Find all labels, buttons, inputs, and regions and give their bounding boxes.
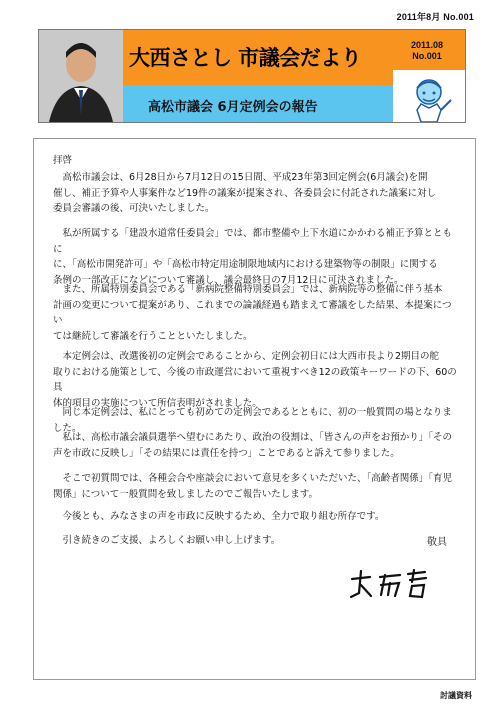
paragraph-7: [53, 471, 461, 502]
top-bar: [0, 0, 500, 24]
issue-label: 2011年8月 No.001: [396, 12, 474, 22]
issue-number: No.001: [412, 51, 442, 61]
paragraph-3: [53, 282, 461, 345]
closing-phrase: 敬具: [427, 537, 447, 548]
text-line: 取りにおける施策として、今後の市政運営において重視すべき12の政策キーワードの下、60の具: [53, 366, 457, 394]
text-line: 同じ本定例会は、私にとっても初めての定例会であるとともに、初の一般質問の場となりました。: [53, 407, 452, 434]
text-line: 本定例会は、改選後初の定例会であることから、定例会初日には大西市長より2期目の舵: [53, 351, 440, 362]
text-line: 引き続きのご支援、よろしくお願い申し上げます。: [53, 535, 281, 546]
text-line: に、「高松市開発許可」や「高松市特定用途制限地域内における建築物等の制限」に関する: [53, 259, 438, 271]
mascot-illustration-icon: [393, 70, 465, 122]
handwritten-signature: [346, 565, 434, 603]
newsletter-title: 大西さとし 市議会だより: [129, 46, 362, 70]
greeting: 拝啓: [53, 155, 73, 166]
paragraph-1: [53, 170, 461, 217]
text-line: 委員会審議の後、可決いたしました。: [53, 203, 215, 215]
paragraph-9: [53, 533, 461, 549]
issue-date-value: 2011.08: [410, 40, 444, 50]
report-subtitle: 高松市議会 6月定例会の報告: [148, 100, 318, 115]
text-line: 計画の変更について提案があり、これまでの論議経過も踏まえて審議をした結果、本提案につい: [53, 299, 452, 327]
paragraph-2: [53, 226, 461, 289]
text-line: また、所属特別委員会である「新病院整備特別委員会」では、新病院等の整備に伴う基本: [53, 284, 443, 295]
subtitle-bar: [123, 85, 393, 122]
newsletter-header: [38, 29, 466, 123]
text-line: 催し、補正予算や人事案件など19件の議案が提案され、各委員会に付託された議案に対し: [53, 187, 437, 199]
text-line: そこで初質問では、各種会合や座談会において意見を多くいただいた、「高齢者関係」「育児: [53, 473, 453, 484]
issue-box: [393, 30, 465, 122]
signature-icon: [346, 565, 434, 599]
text-line: 高松市議会は、6月28日から7月12日の15日間、平成23年第3回定例会(6月議会)を開: [53, 172, 428, 183]
text-line: 今後とも、みなさまの声を市政に反映するため、全力で取り組む所存です。: [53, 511, 385, 522]
paragraph-6: [53, 430, 461, 461]
portrait-photo: [39, 30, 123, 122]
title-area: [123, 30, 393, 122]
portrait-photo-icon: [39, 30, 123, 122]
paragraph-8: [53, 509, 461, 525]
text-line: 体的項目の実施について所信表明がされました。: [53, 398, 262, 410]
text-line: 私が所属する「建設水道常任委員会」では、都市整備や上下水道にかかわる補正予算とともに: [53, 228, 453, 255]
footer-label: 討議資料: [440, 691, 472, 700]
text-line: 条例の一部改正になどについて審議し、議会最終日の7月12日に可決されました。: [53, 275, 404, 287]
text-line: 私は、高松市議会議員選挙へ望むにあたり、政治の役割は、「皆さんの声をお預かり」「その: [53, 432, 453, 443]
paragraph-4: [53, 349, 461, 412]
title-bar: [123, 30, 393, 85]
issue-date-panel: [393, 30, 465, 70]
text-line: 声を市政に反映し」「その結果には責任を持つ」ことであると訴えて参りました。: [53, 447, 400, 459]
text-line: ては継続して審議を行うことといたしました。: [53, 331, 253, 343]
letter-body: [33, 138, 476, 680]
issue-date: [402, 40, 452, 62]
text-line: 関係」について一般質問を致しましたのでご報告いたします。: [53, 488, 319, 500]
